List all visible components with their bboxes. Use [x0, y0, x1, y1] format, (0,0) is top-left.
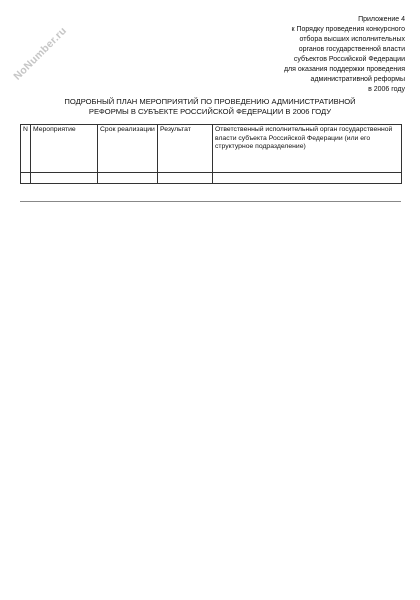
appendix-line: Приложение 4 — [358, 16, 405, 23]
appendix-line: субъектов Российской Федерации — [293, 56, 405, 63]
appendix-line: к Порядку проведения конкурсного — [291, 26, 405, 33]
horizontal-rule — [20, 201, 401, 202]
appendix-line: в 2006 году — [368, 86, 405, 93]
table-cell — [31, 173, 98, 184]
appendix-line: административной реформы — [310, 76, 405, 83]
title-line: ПОДРОБНЫЙ ПЛАН МЕРОПРИЯТИЙ ПО ПРОВЕДЕНИЮ АДМИНИСТРАТИВНОЙ — [64, 97, 356, 106]
watermark: NoNumber.ru — [11, 24, 70, 83]
appendix-line: для оказания поддержки проведения — [283, 66, 405, 73]
table-header-row — [21, 125, 402, 173]
plan-table — [20, 124, 402, 184]
appendix-note — [205, 15, 405, 95]
column-header-deadline: Срок реализации — [98, 125, 158, 173]
column-header-activity: Мероприятие — [31, 125, 98, 173]
title-line: РЕФОРМЫ В СУБЪЕКТЕ РОССИЙСКОЙ ФЕДЕРАЦИИ В 2006 ГОДУ — [88, 107, 332, 116]
document-title — [20, 97, 400, 117]
column-header-result: Результат — [158, 125, 213, 173]
table-cell — [158, 173, 213, 184]
table-row — [21, 173, 402, 184]
table-cell — [213, 173, 402, 184]
appendix-line: органов государственной власти — [298, 46, 405, 53]
column-header-number: N — [21, 125, 31, 173]
table-cell — [98, 173, 158, 184]
table-cell — [21, 173, 31, 184]
column-header-responsible: Ответственный исполнительный орган государственной власти субъекта Российской Федерации (или его структурное подразделение) — [213, 125, 402, 173]
appendix-line: отбора высших исполнительных — [299, 36, 405, 43]
